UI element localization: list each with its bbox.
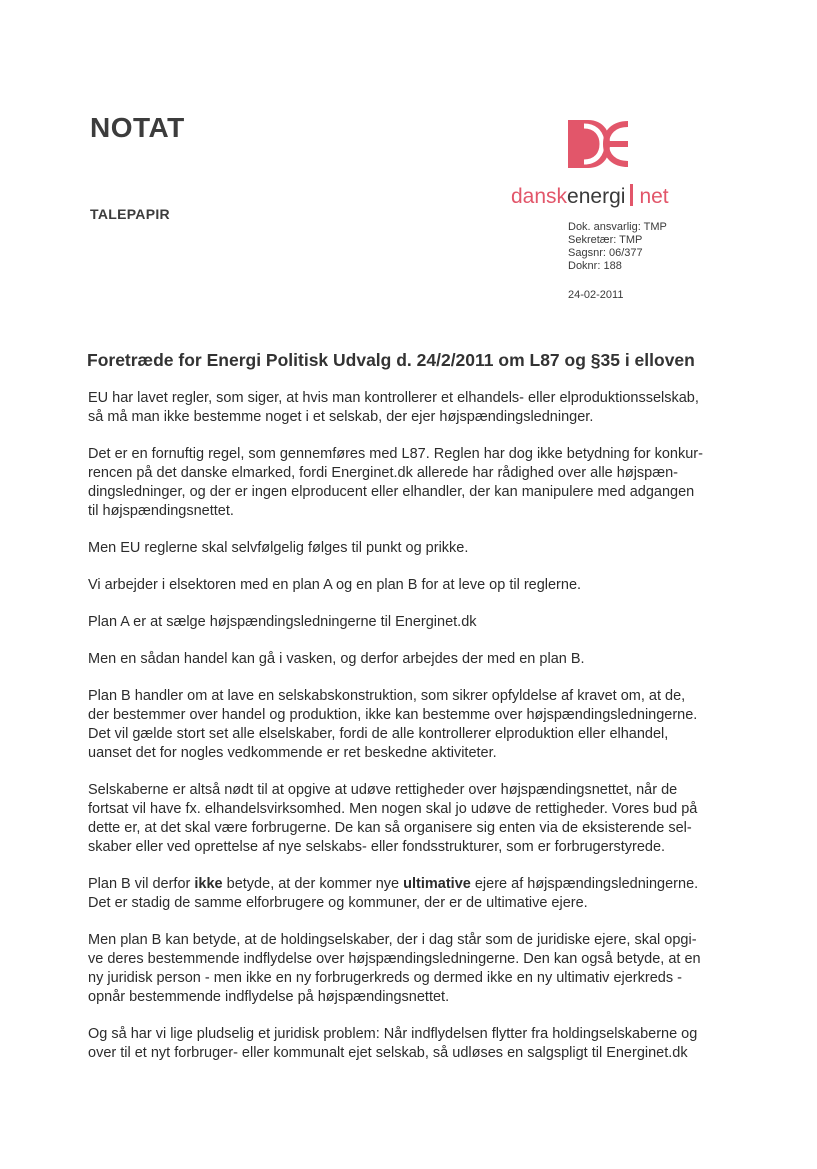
dansk-energi-logo-icon [566, 118, 630, 170]
document-title: Foretræde for Energi Politisk Udvalg d. 24/2/2011 om L87 og §35 i elloven [87, 350, 695, 370]
brand-part-dansk: dansk [511, 185, 568, 208]
brand-part-net: net [639, 185, 669, 208]
brand-separator [630, 184, 633, 206]
paragraph-10: Men plan B kan betyde, at de holdingselskaber, der i dag står som de juridiske ejere, skal opgi- ve deres bestemmende indflydelse over højspændingsledningerne. Den kan også betyde, at en ny juridisk person - men ikke en ny forbrugerkreds og dermed ikke en ny ultimativ ejerkreds - opnår bestemmende indflydelse på højspændingsnettet. [88, 932, 701, 1005]
emphasis-ultimative: ultimative [403, 876, 471, 892]
paragraph-1: EU har lavet regler, som siger, at hvis man kontrollerer et elhandels- eller elproduktionsselskab, så må man ikke bestemme noget i et selskab, der ejer højspændingsledninger. [88, 390, 699, 425]
paragraph-4: Vi arbejder i elsektoren med en plan A og en plan B for at leve op til reglerne. [88, 577, 582, 593]
document-meta [568, 221, 667, 273]
brand-part-energi: energi [567, 185, 626, 208]
document-body [88, 389, 728, 1081]
paragraph-5: Plan A er at sælge højspændingsledningerne til Energinet.dk [88, 614, 477, 630]
doc-type: NOTAT [90, 112, 185, 143]
meta-doc-number: Doknr: 188 [568, 260, 622, 272]
meta-secretary: Sekretær: TMP [568, 234, 643, 246]
meta-responsible: Dok. ansvarlig: TMP [568, 221, 667, 233]
doc-subtype: TALEPAPIR [90, 206, 170, 222]
emphasis-ikke: ikke [194, 876, 223, 892]
paragraph-11: Og så har vi lige pludselig et juridisk problem: Når indflydelsen flytter fra holdingselskaberne og over til et nyt forbruger- eller kommunalt ejet selskab, så udløses en salgspligt til Energinet.dk [88, 1026, 698, 1061]
paragraph-9: Plan B vil derfor ikke betyde, at der kommer nye ultimative ejere af højspændingsledningerne. Det er stadig de samme elforbrugere og kommuner, der er de ultimative ejere. [88, 876, 699, 911]
document-date: 24-02-2011 [568, 289, 624, 301]
paragraph-6: Men en sådan handel kan gå i vasken, og derfor arbejdes der med en plan B. [88, 651, 585, 667]
paragraph-8: Selskaberne er altså nødt til at opgive at udøve rettigheder over højspændingsnettet, når de fortsat vil have fx. elhandelsvirksomhed. Men nogen skal jo udøve de rettigheder. Vores bud på dette er, at det skal være forbrugerne. De kan så organisere sig enten via de eksisterende sel- skaber eller ved oprettelse af nye selskabs- eller fondsstrukturer, som er forbrugerstyrede. [88, 782, 698, 855]
brand-wordmark [511, 184, 669, 209]
paragraph-2: Det er en fornuftig regel, som gennemføres med L87. Reglen har dog ikke betydning for konkur- rencen på det danske elmarked, fordi Energinet.dk allerede har rådighed over alle højspæn- dingsledninger, og der er ingen elproducent eller elhandler, der kan manipulere med adgangen til højspændingsnettet. [88, 446, 703, 519]
meta-case-number: Sagsnr: 06/377 [568, 247, 643, 259]
paragraph-3: Men EU reglerne skal selvfølgelig følges til punkt og prikke. [88, 540, 469, 556]
paragraph-7: Plan B handler om at lave en selskabskonstruktion, som sikrer opfyldelse af kravet om, at de, der bestemmer over handel og produktion, ikke kan bestemme over højspændingsledningerne. Det vil gælde stort set alle elselskaber, fordi de alle kontrollerer elproduktion eller elhandel, uanset det for nogles vedkommende er ret beskedne aktiviteter. [88, 688, 698, 761]
